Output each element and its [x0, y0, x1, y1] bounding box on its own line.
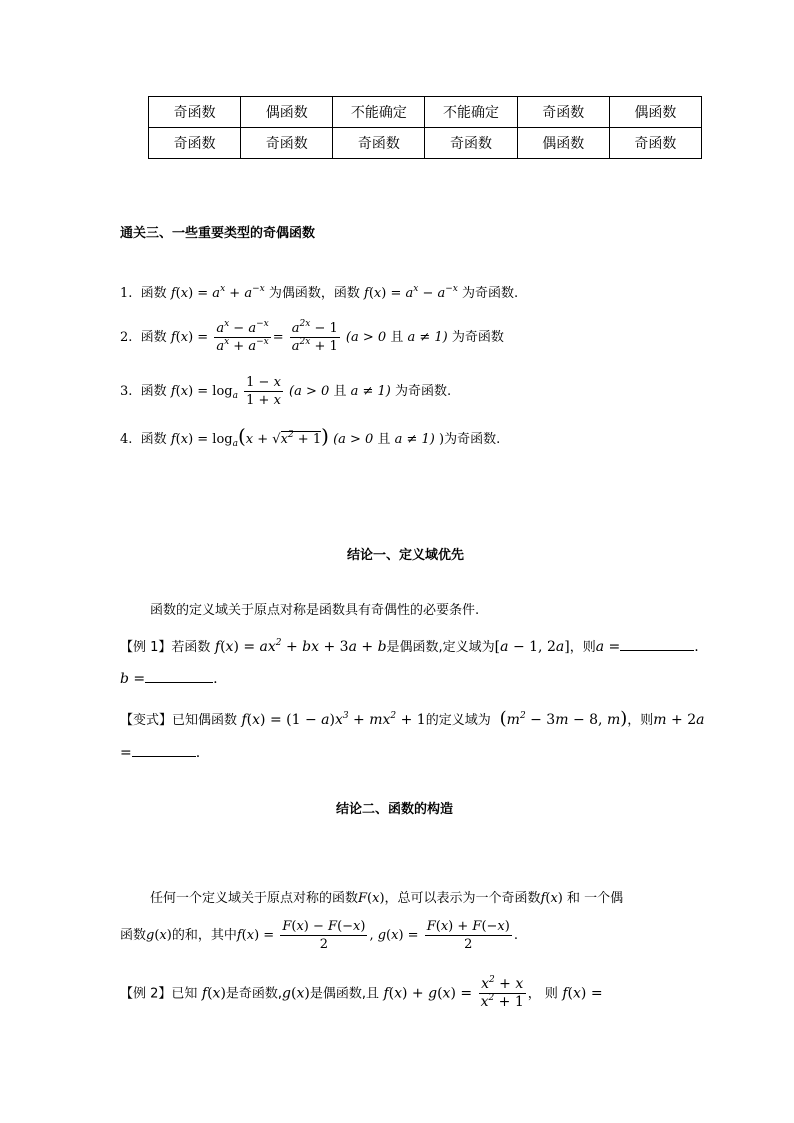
- answer-blank[interactable]: [132, 744, 196, 757]
- fraction: $\frac{F(x) - F(-x)}{2}$: [282, 919, 366, 952]
- fraction: $\frac{F(x) + F(-x)}{2}$: [426, 919, 510, 952]
- item-number: 4.: [120, 432, 133, 447]
- item-text: 是奇函数,: [225, 986, 283, 1002]
- item-text: 且: [333, 384, 347, 399]
- example-tag: 【变式】: [120, 713, 173, 728]
- example-1-line2: b = .: [120, 671, 218, 687]
- list-item: [120, 424, 500, 448]
- table-cell: 奇函数: [333, 128, 425, 159]
- item-text: 为奇函数.: [462, 286, 519, 301]
- item-text: 若函数: [171, 640, 211, 655]
- formula: f(x) + g(x) =: [383, 985, 473, 1002]
- table-cell: 奇函数: [241, 128, 333, 159]
- formula: f(x): [540, 891, 563, 906]
- fraction: $\frac{a^x - a^{-x}}{a^x + a^{-x}}$: [216, 319, 269, 354]
- table-cell: 奇函数: [609, 128, 701, 159]
- table-cell: 奇函数: [517, 97, 609, 128]
- item-text: 且: [377, 432, 391, 447]
- formula: f(x) =: [562, 985, 603, 1002]
- list-item: [120, 374, 451, 409]
- formula: $f(x) = a^x - a^{-x}$: [364, 284, 458, 301]
- formula: a =: [595, 639, 621, 655]
- formula: $f(x) = (1 - a)x^3 + mx^2 + 1$: [241, 711, 426, 728]
- formula: (a > 0: [345, 330, 387, 345]
- formula: [a − 1, 2a]: [494, 639, 570, 655]
- list-item: [120, 282, 518, 301]
- formula: F(x): [358, 891, 385, 906]
- formula: $f(x) = \log_a(x + √x^2 + 1)$: [170, 424, 329, 449]
- table-cell: 偶函数: [517, 128, 609, 159]
- formula: (a > 0: [289, 384, 330, 399]
- item-text: 且: [390, 330, 404, 345]
- item-text: )为奇函数.: [439, 432, 501, 447]
- formula: f(x) =: [170, 330, 209, 345]
- item-text: 函数: [140, 286, 167, 301]
- item-text: 函数: [120, 928, 147, 943]
- table-cell: 不能确定: [333, 97, 425, 128]
- formula: $f(x) = \log_a$: [170, 384, 238, 401]
- item-text: 和 一个偶: [567, 891, 624, 906]
- example-tag: 【例 1】: [120, 640, 172, 655]
- list-item: 2. 函数 f(x) = $\frac{a^x - a^{-x}}{a^x + a^{-x}}$ = $\frac{a^{2x} - 1}{a^{2x} + 1}$ (a > 0 且 a ≠ 1) 为奇函数: [120, 319, 504, 354]
- item-text: 函数: [140, 384, 167, 399]
- paragraph: 函数的定义域关于原点对称是函数具有奇偶性的必要条件.: [150, 603, 480, 618]
- conclusion2-heading: 结论二、函数的构造: [336, 802, 454, 817]
- section3-heading: 通关三、一些重要类型的奇偶函数: [120, 226, 316, 241]
- formula: (a > 0: [333, 432, 374, 447]
- item-number: 2.: [120, 330, 133, 345]
- fraction: $\frac{1 - x}{1 + x}$: [246, 375, 281, 408]
- variant-line2: = .: [120, 745, 201, 761]
- item-text: 已知: [171, 986, 198, 1002]
- item-text: 为奇函数.: [395, 384, 452, 399]
- fraction: $\frac{x^2 + x}{x^2 + 1}$: [480, 975, 524, 1010]
- item-text: ，则: [569, 640, 596, 655]
- formula: f(x) =: [236, 928, 275, 943]
- answer-blank[interactable]: [145, 670, 213, 683]
- formula: ($m^2 - 3m - 8$, m): [499, 708, 628, 729]
- item-text: ， 则: [527, 986, 558, 1002]
- item-text: 是偶函数,且: [309, 986, 379, 1002]
- item-text: 函数: [140, 432, 167, 447]
- formula: g(x): [146, 928, 172, 943]
- formula: g(x): [282, 985, 310, 1002]
- paragraph-line2: 函数g(x)的和，其中f(x) = $\frac{F(x) - F(-x)}{2}$ , g(x) = $\frac{F(x) + F(-x)}{2}$ .: [120, 919, 518, 952]
- example-tag: 【例 2】: [120, 986, 172, 1002]
- formula: =: [120, 745, 132, 761]
- item-number: 1.: [120, 286, 133, 301]
- formula: m + 2a: [653, 712, 705, 728]
- table-cell: 奇函数: [149, 97, 241, 128]
- item-text: 为偶函数，函数: [268, 286, 360, 301]
- formula: a ≠ 1): [394, 432, 435, 447]
- item-number: 3.: [120, 384, 133, 399]
- item-text: ，则: [627, 713, 654, 728]
- item-text: ，总可以表示为一个奇函数: [384, 891, 541, 906]
- formula: $f(x) = a^x + a^{-x}$: [170, 284, 265, 301]
- example-2: [120, 976, 603, 1011]
- item-text: 任何一个定义域关于原点对称的函数: [150, 891, 359, 906]
- item-text: 的定义域为: [425, 713, 491, 728]
- variant-example: [120, 708, 704, 729]
- table-cell: 偶函数: [241, 97, 333, 128]
- answer-blank[interactable]: [620, 638, 694, 651]
- formula: b =: [120, 671, 146, 687]
- fraction: $\frac{a^{2x} - 1}{a^{2x} + 1}$: [291, 319, 338, 354]
- paragraph: [150, 887, 623, 906]
- item-text: 为奇函数: [451, 330, 504, 345]
- table-cell: 偶函数: [609, 97, 701, 128]
- item-text: 是偶函数,定义域为: [386, 640, 495, 655]
- formula: f(x): [201, 985, 226, 1002]
- formula: $f(x) = ax^2$ + bx + 3a + b: [214, 638, 387, 655]
- item-text: 已知偶函数: [172, 713, 238, 728]
- table-row: [149, 128, 702, 159]
- table-cell: 奇函数: [149, 128, 241, 159]
- table-cell: 奇函数: [425, 128, 517, 159]
- conclusion1-heading: 结论一、定义域优先: [347, 548, 465, 563]
- formula: a ≠ 1): [407, 330, 448, 345]
- item-text: 函数: [140, 330, 167, 345]
- parity-table: [148, 96, 702, 159]
- table-row: [149, 97, 702, 128]
- item-text: 的和，其中: [171, 928, 237, 943]
- formula: a ≠ 1): [350, 384, 391, 399]
- table-cell: 不能确定: [425, 97, 517, 128]
- formula: , g(x) =: [369, 928, 419, 943]
- example-1: 【例 1】若函数 $f(x) = ax^2$ + bx + 3a + b是偶函数,定义域为[a − 1, 2a]，则a = .: [120, 638, 699, 655]
